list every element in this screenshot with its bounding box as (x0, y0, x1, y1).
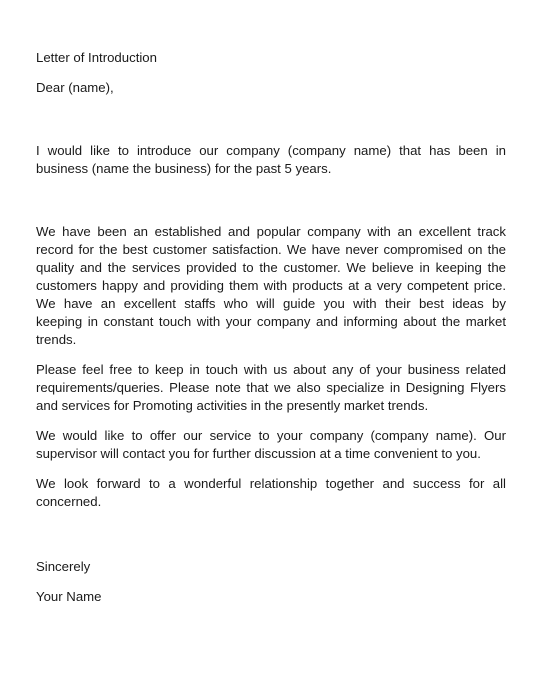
salutation: Dear (name), (36, 80, 114, 95)
paragraph-line: quality and the services provided to the customer. We believe in keeping the (36, 260, 506, 275)
paragraph-introduction (36, 142, 506, 178)
paragraph-line: customers happy and providing them with products at a very competent price. (36, 278, 506, 293)
paragraph-line: trends. (36, 332, 77, 347)
paragraph-line: business (name the business) for the past 5 years. (36, 161, 332, 176)
paragraph-line: We look forward to a wonderful relationship together and success for all (36, 476, 506, 491)
paragraph-line: supervisor will contact you for further discussion at a time convenient to you. (36, 446, 481, 461)
paragraph-line: keeping in constant touch with your company and informing about the market (36, 314, 506, 329)
letter-body (36, 49, 506, 606)
paragraph-line: requirements/queries. Please note that we also specialize in Designing Flyers (36, 380, 506, 395)
paragraph-line: concerned. (36, 494, 102, 509)
paragraph-company-profile (36, 223, 506, 349)
paragraph-closing-remarks (36, 475, 506, 511)
paragraph-offer (36, 427, 506, 463)
closing: Sincerely (36, 559, 91, 574)
paragraph-line: We would like to offer our service to your company (company name). Our (36, 428, 506, 443)
paragraph-contact (36, 361, 506, 415)
letter-heading: Letter of Introduction (36, 50, 157, 65)
paragraph-line: and services for Promoting activities in the presently market trends. (36, 398, 429, 413)
paragraph-line: We have an excellent staffs who will guide you with their best ideas by (36, 296, 506, 311)
signature-name: Your Name (36, 589, 102, 604)
paragraph-line: record for the best customer satisfaction. We have never compromised on the (36, 242, 506, 257)
paragraph-line: I would like to introduce our company (company name) that has been in (36, 143, 506, 158)
paragraph-line: Please feel free to keep in touch with us about any of your business related (36, 362, 506, 377)
paragraph-line: We have been an established and popular company with an excellent track (36, 224, 506, 239)
